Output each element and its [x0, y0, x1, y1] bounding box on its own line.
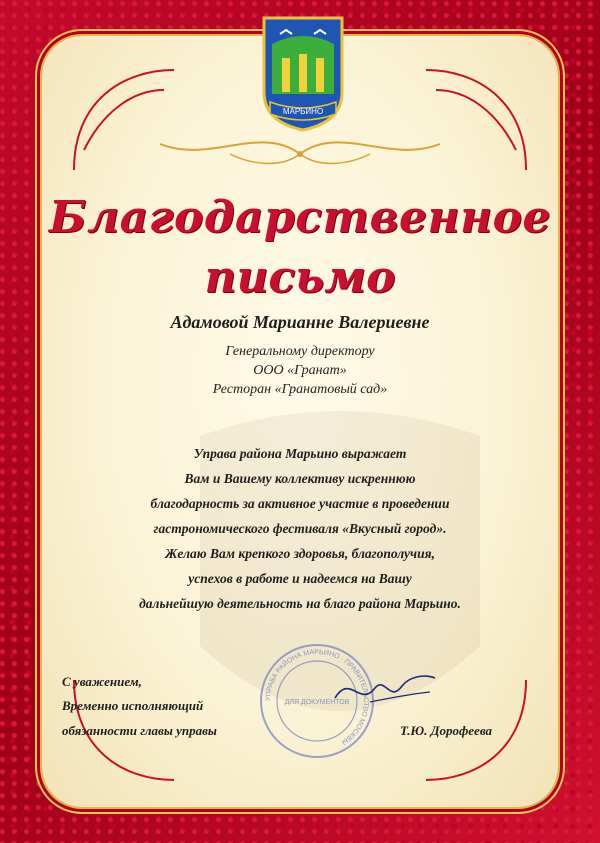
- title-line-1: Благодарственное: [48, 192, 551, 243]
- emblem-label: МАРЬИНО: [282, 107, 324, 116]
- body-line: дальнейшую деятельность на благо района Марьино.: [139, 596, 461, 611]
- company-line: ООО «Гранат»: [253, 363, 347, 378]
- closing-regards: С уважением,: [62, 674, 142, 689]
- corner-flourish-top-right: [416, 60, 536, 180]
- district-emblem: [260, 14, 346, 132]
- closing-title-line-2: обязанности главы управы: [62, 723, 217, 738]
- body-line: гастрономического фестиваля «Вкусный город».: [153, 521, 447, 536]
- restaurant-line: Ресторан «Гранатовый сад»: [212, 382, 388, 397]
- corner-flourish-top-left: [64, 60, 184, 180]
- position-line: Генеральному директору: [225, 344, 375, 359]
- title-line-2: письмо: [204, 252, 396, 303]
- body-line: успехов в работе и надеемся на Вашу: [188, 571, 412, 586]
- recipient-name: Адамовой Марианне Валериевне: [170, 312, 430, 332]
- stamp-ring-text: УПРАВА РАЙОНА МАРЬИНО · ПРАВИТЕЛЬСТВО МОСКВЫ: [264, 648, 370, 746]
- body-line: Управа района Марьино выражает: [193, 446, 407, 461]
- closing-title-line-1: Временно исполняющий: [62, 698, 204, 713]
- handwritten-signature: [330, 668, 440, 714]
- stamp-center-text: ДЛЯ ДОКУМЕНТОВ: [284, 699, 350, 706]
- signer-name: Т.Ю. Дорофеева: [400, 723, 493, 738]
- body-line: Вам и Вашему коллективу искреннюю: [184, 471, 416, 486]
- body-line: Желаю Вам крепкого здоровья, благополучия,: [165, 546, 435, 561]
- body-line: благодарность за активное участие в проведении: [150, 496, 450, 511]
